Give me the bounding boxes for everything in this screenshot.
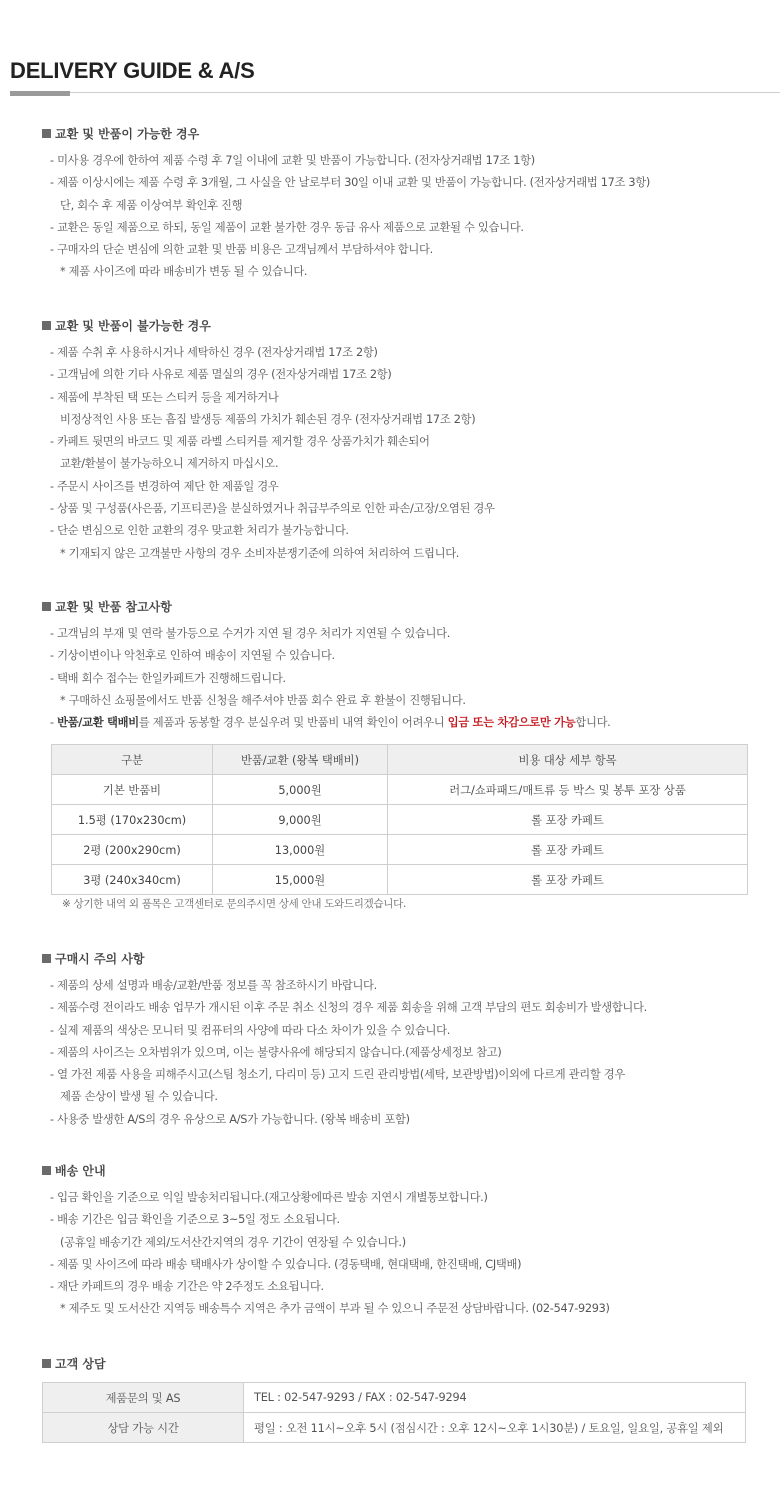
list-item: * 구매하신 쇼핑몰에서도 반품 신청을 해주셔야 반품 회수 완료 후 환불이 진행됩니다. [60, 693, 466, 707]
section-exchange-notes [42, 597, 762, 734]
list-item: - 제품 수취 후 사용하시거나 세탁하신 경우 (전자상거래법 17조 2항) [50, 346, 378, 359]
payment-warning: 입금 또는 차감으로만 가능 [447, 716, 576, 730]
list-item: - 미사용 경우에 한하여 제품 수령 후 7일 이내에 교환 및 반품이 가능합니다. (전자상거래법 17조 1항) [50, 154, 535, 167]
list-item: - 상품 및 구성품(사은품, 기프티콘)을 분실하였거나 취급부주의로 인한 파손/고장/오염된 경우 [50, 502, 495, 516]
square-bullet-icon [42, 129, 51, 138]
list-item: - 열 가전 제품 사용을 피해주시고(스팀 청소기, 다리미 등) 고지 드린 관리방법(세탁, 보관방법)이외에 다르게 관리할 경우 [50, 1068, 625, 1082]
service-hours: 평일 : 오전 11시~오후 5시 (점심시간 : 오후 12시~오후 1시30분) / 토요일, 일요일, 공휴일 제외 [244, 1413, 746, 1443]
list-item: (공휴일 배송기간 제외/도서산간지역의 경우 기간이 연장될 수 있습니다.) [60, 1235, 406, 1249]
section-heading [42, 124, 762, 144]
section-exchange-possible [42, 124, 762, 284]
section-heading-text: 구매시 주의 사항 [55, 952, 145, 966]
table-cell: 9,000원 [213, 805, 388, 835]
column-header: 구분 [52, 745, 213, 775]
list-item: - 사용중 발생한 A/S의 경우 유상으로 A/S가 가능합니다. (왕복 배송비 포함) [50, 1112, 410, 1126]
table-row [52, 835, 748, 865]
table-row [52, 865, 748, 895]
table-cell: 13,000원 [213, 835, 388, 865]
list-item: - 교환은 동일 제품으로 하되, 동일 제품이 교환 불가한 경우 동급 유사 제품으로 교환될 수 있습니다. [50, 220, 524, 234]
table-cell: 15,000원 [213, 865, 388, 895]
list-item: - 제품수령 전이라도 배송 업무가 개시된 이후 주문 취소 신청의 경우 제품 회송을 위해 고객 부담의 편도 회송비가 발생합니다. [50, 1001, 647, 1015]
list-item: - 택배 회수 접수는 한일카페트가 진행해드립니다. [50, 671, 286, 685]
return-fee-table [51, 744, 748, 895]
list-item: - 배송 기간은 입금 확인을 기준으로 3~5일 정도 소요됩니다. [50, 1213, 340, 1227]
table-row [43, 1383, 746, 1413]
list-item: - 입금 확인을 기준으로 익일 발송처리됩니다.(재고상황에따른 발송 지연시 개별통보합니다.) [50, 1191, 488, 1204]
list-item-fee-notice [42, 712, 762, 734]
fee-table-note: ※ 상기한 내역 외 품목은 고객센터로 문의주시면 상세 안내 도와드리겠습니다. [62, 898, 407, 910]
section-heading [42, 1354, 762, 1374]
table-cell: 5,000원 [213, 775, 388, 805]
title-divider-accent [10, 91, 70, 96]
list-item: 교환/환불이 불가능하오니 제거하지 마십시오. [60, 457, 279, 471]
fee-emphasis: 반품/교환 택배비 [57, 716, 139, 730]
list-item: * 제품 사이즈에 따라 배송비가 변동 될 수 있습니다. [60, 265, 308, 279]
list-item: - 고객님의 부재 및 연락 불가등으로 수거가 지연 될 경우 처리가 지연될 수 있습니다. [50, 627, 451, 640]
section-heading-text: 교환 및 반품 참고사항 [55, 600, 172, 614]
list-item: * 제주도 및 도서산간 지역등 배송특수 지역은 추가 금액이 부과 될 수 있으니 주문전 상담바랍니다. (02-547-9293) [60, 1302, 610, 1316]
list-item: - 카페트 뒷면의 바코드 및 제품 라벨 스티커를 제거할 경우 상품가치가 훼손되어 [50, 435, 430, 449]
table-cell: 롤 포장 카페트 [388, 865, 748, 895]
section-purchase-cautions [42, 949, 762, 1131]
list-item: - 제품 이상시에는 제품 수령 후 3개월, 그 사실을 안 날로부터 30일 이내 교환 및 반품이 가능합니다. (전자상거래법 17조 3항) [50, 176, 651, 190]
square-bullet-icon [42, 1359, 51, 1368]
list-item: * 기재되지 않은 고객불만 사항의 경우 소비자분쟁기준에 의하여 처리하여 드립니다. [60, 546, 460, 560]
section-heading [42, 1161, 762, 1181]
fee-notice-text: 를 제품과 동봉할 경우 분실우려 및 반품비 내역 확인이 어려우니 [138, 716, 448, 730]
list-item: - 기상이변이나 악천후로 인하여 배송이 지연될 수 있습니다. [50, 649, 335, 663]
section-heading-text: 고객 상담 [55, 1357, 106, 1371]
list-item: - 제품의 사이즈는 오차범위가 있으며, 이는 불량사유에 해당되지 않습니다.(제품상세정보 참고) [50, 1045, 502, 1059]
list-item: - 구매자의 단순 변심에 의한 교환 및 반품 비용은 고객님께서 부담하셔야 합니다. [50, 243, 433, 257]
list-item: - 단순 변심으로 인한 교환의 경우 맞교환 처리가 불가능합니다. [50, 524, 349, 538]
section-heading-text: 배송 안내 [55, 1164, 106, 1178]
list-item: - 제품의 상세 설명과 배송/교환/반품 정보를 꼭 참조하시기 바랍니다. [50, 979, 377, 992]
table-cell: 롤 포장 카페트 [388, 805, 748, 835]
list-item: - 주문시 사이즈를 변경하여 제단 한 제품일 경우 [50, 479, 279, 493]
square-bullet-icon [42, 954, 51, 963]
table-row [52, 805, 748, 835]
list-item: - 재단 카페트의 경우 배송 기간은 약 2주정도 소요됩니다. [50, 1280, 324, 1294]
list-item: 비정상적인 사용 또는 흠집 발생등 제품의 가치가 훼손된 경우 (전자상거래법 17조 2항) [60, 412, 476, 426]
section-heading [42, 597, 762, 617]
list-item: - 제품 및 사이즈에 따라 배송 택배사가 상이할 수 있습니다. (경동택배, 현대택배, 한진택배, CJ택배) [50, 1257, 522, 1271]
table-cell: 2평 (200x290cm) [52, 835, 213, 865]
table-cell: 롤 포장 카페트 [388, 835, 748, 865]
table-cell: 러그/쇼파패드/매트류 등 박스 및 봉투 포장 상품 [388, 775, 748, 805]
column-header: 비용 대상 세부 항목 [388, 745, 748, 775]
section-customer-service [42, 1354, 762, 1374]
section-heading-text: 교환 및 반품이 불가능한 경우 [55, 319, 211, 333]
column-header: 반품/교환 (왕복 택배비) [213, 745, 388, 775]
row-label: 상담 가능 시간 [43, 1413, 244, 1443]
table-cell: 1.5평 (170x230cm) [52, 805, 213, 835]
row-label: 제품문의 및 AS [43, 1383, 244, 1413]
list-item: - 고객님에 의한 기타 사유로 제품 멸실의 경우 (전자상거래법 17조 2항) [50, 368, 392, 382]
table-cell: 기본 반품비 [52, 775, 213, 805]
list-dash: - [50, 716, 58, 730]
customer-service-table [42, 1382, 746, 1443]
section-exchange-impossible [42, 316, 762, 565]
table-header-row [52, 745, 748, 775]
list-item: - 실제 제품의 색상은 모니터 및 컴퓨터의 사양에 따라 다소 차이가 있을 수 있습니다. [50, 1023, 451, 1037]
section-heading [42, 316, 762, 336]
list-item: 단, 회수 후 제품 이상여부 확인후 진행 [60, 198, 243, 212]
table-cell: 3평 (240x340cm) [52, 865, 213, 895]
page-title: DELIVERY GUIDE & A/S [10, 58, 255, 83]
section-heading [42, 949, 762, 969]
section-delivery-info [42, 1161, 762, 1321]
table-row [43, 1413, 746, 1443]
fee-notice-end: 합니다. [575, 716, 611, 730]
table-row [52, 775, 748, 805]
contact-numbers: TEL : 02-547-9293 / FAX : 02-547-9294 [244, 1383, 746, 1413]
square-bullet-icon [42, 321, 51, 330]
list-item: 제품 손상이 발생 될 수 있습니다. [60, 1090, 218, 1104]
title-divider [10, 92, 780, 93]
section-heading-text: 교환 및 반품이 가능한 경우 [55, 127, 200, 141]
square-bullet-icon [42, 602, 51, 611]
list-item: - 제품에 부착된 택 또는 스티커 등을 제거하거나 [50, 390, 279, 404]
square-bullet-icon [42, 1166, 51, 1175]
